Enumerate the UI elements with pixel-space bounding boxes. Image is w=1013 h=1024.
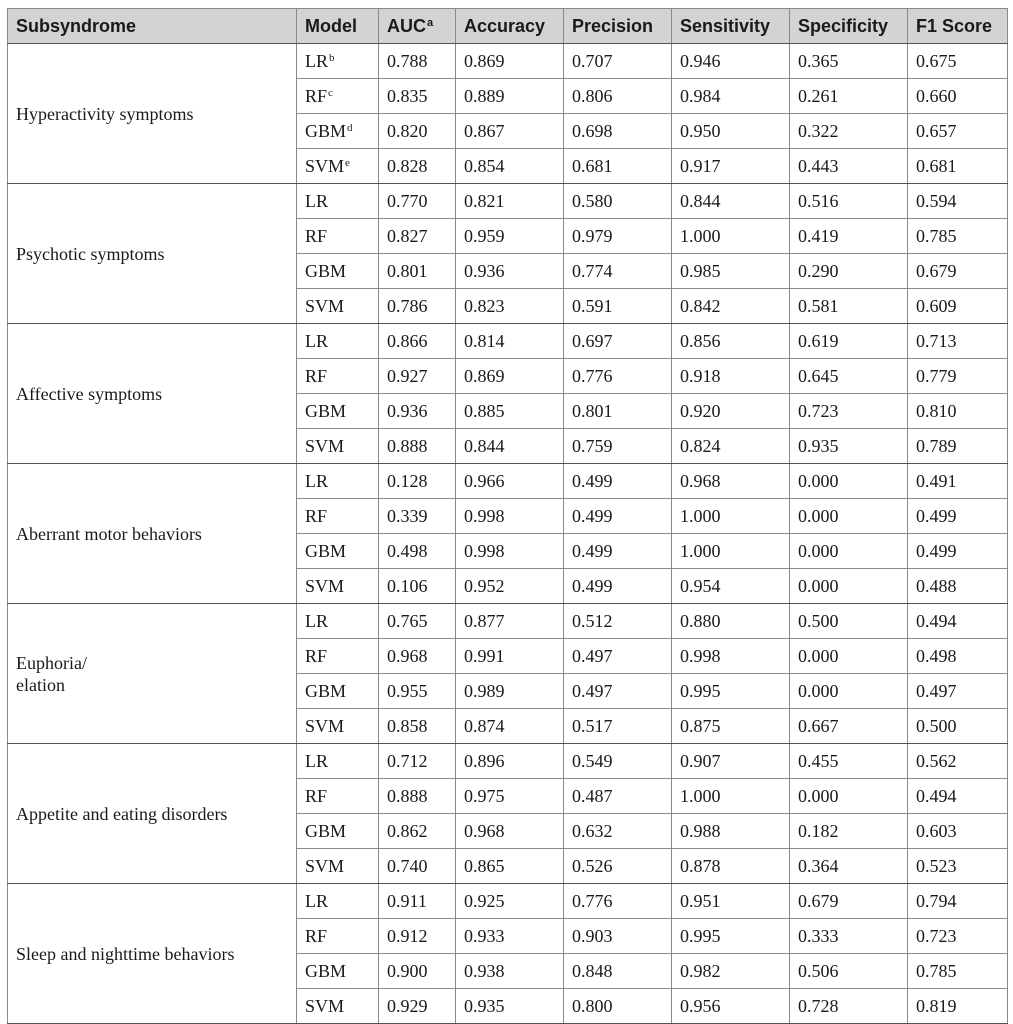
table-row [8,464,1008,499]
column-header-f1-score [908,9,1008,44]
sensitivity-cell: 0.856 [672,324,790,359]
model-label: GBM [305,820,347,841]
specificity-cell: 0.000 [790,569,908,604]
accuracy-cell: 0.869 [456,44,564,79]
table-row [8,884,1008,919]
precision-cell: 0.526 [564,849,672,884]
f1-score-cell: 0.681 [908,149,1008,184]
subsyndrome-cell [8,604,297,744]
model-label: SVM [305,995,345,1016]
sensitivity-cell: 0.968 [672,464,790,499]
model-label: RF [305,925,328,946]
auc-cell: 0.911 [379,884,456,919]
auc-cell: 0.106 [379,569,456,604]
precision-cell: 0.801 [564,394,672,429]
specificity-cell: 0.000 [790,674,908,709]
precision-cell: 0.497 [564,639,672,674]
precision-cell: 0.697 [564,324,672,359]
subsyndrome-cell [8,884,297,1024]
f1-score-cell: 0.779 [908,359,1008,394]
specificity-cell: 0.364 [790,849,908,884]
model-label: RF [305,85,328,106]
accuracy-cell: 0.935 [456,989,564,1024]
results-table-container [7,8,1008,1024]
model-cell [297,429,379,464]
auc-cell: 0.339 [379,499,456,534]
model-label: LR [305,190,329,211]
footnote-marker: e [345,156,350,169]
auc-cell: 0.929 [379,989,456,1024]
subsyndrome-label: Hyperactivity symptoms [16,103,194,124]
subsyndrome-cell [8,744,297,884]
header-row [8,9,1008,44]
footnote-marker: a [427,16,434,29]
precision-cell: 0.903 [564,919,672,954]
sensitivity-cell: 0.844 [672,184,790,219]
precision-cell: 0.591 [564,289,672,324]
specificity-cell: 0.935 [790,429,908,464]
f1-score-cell: 0.497 [908,674,1008,709]
accuracy-cell: 0.865 [456,849,564,884]
auc-cell: 0.827 [379,219,456,254]
model-cell [297,814,379,849]
specificity-cell: 0.000 [790,534,908,569]
model-label: RF [305,505,328,526]
auc-cell: 0.900 [379,954,456,989]
column-header-label: AUC [387,15,426,36]
specificity-cell: 0.000 [790,779,908,814]
model-label: SVM [305,295,345,316]
model-cell [297,534,379,569]
model-cell [297,149,379,184]
specificity-cell: 0.506 [790,954,908,989]
accuracy-cell: 0.998 [456,534,564,569]
f1-score-cell: 0.500 [908,709,1008,744]
accuracy-cell: 0.877 [456,604,564,639]
model-label: GBM [305,120,347,141]
sensitivity-cell: 0.998 [672,639,790,674]
column-header-label: Accuracy [464,15,546,36]
sensitivity-cell: 0.954 [672,569,790,604]
accuracy-cell: 0.952 [456,569,564,604]
specificity-cell: 0.443 [790,149,908,184]
specificity-cell: 0.455 [790,744,908,779]
specificity-cell: 0.723 [790,394,908,429]
accuracy-cell: 0.998 [456,499,564,534]
f1-score-cell: 0.494 [908,604,1008,639]
table-row [8,744,1008,779]
sensitivity-cell: 0.842 [672,289,790,324]
f1-score-cell: 0.494 [908,779,1008,814]
accuracy-cell: 0.959 [456,219,564,254]
subsyndrome-label: Aberrant motor behaviors [16,523,202,544]
sensitivity-cell: 0.950 [672,114,790,149]
model-cell [297,254,379,289]
column-header-accuracy [456,9,564,44]
f1-score-cell: 0.819 [908,989,1008,1024]
precision-cell: 0.707 [564,44,672,79]
auc-cell: 0.888 [379,779,456,814]
auc-cell: 0.770 [379,184,456,219]
f1-score-cell: 0.789 [908,429,1008,464]
f1-score-cell: 0.675 [908,44,1008,79]
sensitivity-cell: 0.984 [672,79,790,114]
precision-cell: 0.776 [564,884,672,919]
footnote-marker: b [329,51,335,64]
precision-cell: 0.698 [564,114,672,149]
sensitivity-cell: 0.995 [672,674,790,709]
precision-cell: 0.580 [564,184,672,219]
sensitivity-cell: 0.985 [672,254,790,289]
accuracy-cell: 0.933 [456,919,564,954]
column-header-label: Precision [572,15,654,36]
accuracy-cell: 0.966 [456,464,564,499]
model-label: SVM [305,155,345,176]
model-label: SVM [305,715,345,736]
model-cell [297,499,379,534]
f1-score-cell: 0.660 [908,79,1008,114]
sensitivity-cell: 0.880 [672,604,790,639]
accuracy-cell: 0.989 [456,674,564,709]
accuracy-cell: 0.867 [456,114,564,149]
specificity-cell: 0.728 [790,989,908,1024]
accuracy-cell: 0.869 [456,359,564,394]
auc-cell: 0.936 [379,394,456,429]
f1-score-cell: 0.785 [908,954,1008,989]
auc-cell: 0.786 [379,289,456,324]
subsyndrome-label: Psychotic symptoms [16,243,165,264]
precision-cell: 0.512 [564,604,672,639]
model-label: GBM [305,260,347,281]
specificity-cell: 0.365 [790,44,908,79]
accuracy-cell: 0.975 [456,779,564,814]
auc-cell: 0.955 [379,674,456,709]
specificity-cell: 0.000 [790,464,908,499]
subsyndrome-label: Sleep and nighttime behaviors [16,943,235,964]
precision-cell: 0.759 [564,429,672,464]
f1-score-cell: 0.723 [908,919,1008,954]
auc-cell: 0.888 [379,429,456,464]
model-cell [297,44,379,79]
accuracy-cell: 0.925 [456,884,564,919]
accuracy-cell: 0.896 [456,744,564,779]
f1-score-cell: 0.713 [908,324,1008,359]
model-label: GBM [305,400,347,421]
sensitivity-cell: 0.824 [672,429,790,464]
model-label: GBM [305,540,347,561]
model-label: RF [305,365,328,386]
accuracy-cell: 0.844 [456,429,564,464]
sensitivity-cell: 0.988 [672,814,790,849]
model-label: SVM [305,575,345,596]
model-cell [297,674,379,709]
model-cell [297,114,379,149]
auc-cell: 0.866 [379,324,456,359]
specificity-cell: 0.322 [790,114,908,149]
sensitivity-cell: 1.000 [672,534,790,569]
f1-score-cell: 0.523 [908,849,1008,884]
accuracy-cell: 0.874 [456,709,564,744]
model-cell [297,989,379,1024]
sensitivity-cell: 0.982 [672,954,790,989]
column-header-label: Model [305,15,357,36]
footnote-marker: d [347,121,353,134]
auc-cell: 0.712 [379,744,456,779]
model-cell [297,569,379,604]
column-header-subsyndrome [8,9,297,44]
footnote-marker: c [328,86,333,99]
model-label: LR [305,50,329,71]
specificity-cell: 0.419 [790,219,908,254]
model-label: GBM [305,680,347,701]
precision-cell: 0.549 [564,744,672,779]
subsyndrome-label: Appetite and eating disorders [16,803,228,824]
f1-score-cell: 0.810 [908,394,1008,429]
sensitivity-cell: 1.000 [672,499,790,534]
accuracy-cell: 0.821 [456,184,564,219]
model-cell [297,604,379,639]
precision-cell: 0.681 [564,149,672,184]
table-body [8,44,1008,1024]
f1-score-cell: 0.794 [908,884,1008,919]
f1-score-cell: 0.609 [908,289,1008,324]
column-header-sensitivity [672,9,790,44]
precision-cell: 0.632 [564,814,672,849]
sensitivity-cell: 0.917 [672,149,790,184]
model-cell [297,849,379,884]
precision-cell: 0.499 [564,464,672,499]
accuracy-cell: 0.885 [456,394,564,429]
f1-score-cell: 0.679 [908,254,1008,289]
f1-score-cell: 0.594 [908,184,1008,219]
column-header-auc [379,9,456,44]
specificity-cell: 0.261 [790,79,908,114]
model-cell [297,219,379,254]
model-cell [297,359,379,394]
specificity-cell: 0.679 [790,884,908,919]
accuracy-cell: 0.814 [456,324,564,359]
auc-cell: 0.912 [379,919,456,954]
specificity-cell: 0.000 [790,499,908,534]
table-row [8,604,1008,639]
model-cell [297,954,379,989]
sensitivity-cell: 0.878 [672,849,790,884]
model-cell [297,394,379,429]
precision-cell: 0.800 [564,989,672,1024]
f1-score-cell: 0.488 [908,569,1008,604]
auc-cell: 0.828 [379,149,456,184]
accuracy-cell: 0.936 [456,254,564,289]
sensitivity-cell: 0.920 [672,394,790,429]
accuracy-cell: 0.938 [456,954,564,989]
subsyndrome-label: Euphoria/ [16,652,87,673]
column-header-precision [564,9,672,44]
column-header-label: Sensitivity [680,15,771,36]
model-cell [297,79,379,114]
precision-cell: 0.979 [564,219,672,254]
specificity-cell: 0.581 [790,289,908,324]
auc-cell: 0.498 [379,534,456,569]
precision-cell: 0.499 [564,569,672,604]
model-label: SVM [305,855,345,876]
precision-cell: 0.776 [564,359,672,394]
specificity-cell: 0.516 [790,184,908,219]
auc-cell: 0.968 [379,639,456,674]
subsyndrome-cell [8,44,297,184]
auc-cell: 0.835 [379,79,456,114]
subsyndrome-cell [8,184,297,324]
model-cell [297,324,379,359]
f1-score-cell: 0.562 [908,744,1008,779]
model-cell [297,779,379,814]
precision-cell: 0.517 [564,709,672,744]
accuracy-cell: 0.889 [456,79,564,114]
f1-score-cell: 0.657 [908,114,1008,149]
model-label: GBM [305,960,347,981]
column-header-model [297,9,379,44]
model-label: RF [305,225,328,246]
sensitivity-cell: 0.956 [672,989,790,1024]
auc-cell: 0.801 [379,254,456,289]
model-cell [297,464,379,499]
specificity-cell: 0.000 [790,639,908,674]
precision-cell: 0.497 [564,674,672,709]
model-label: SVM [305,435,345,456]
auc-cell: 0.927 [379,359,456,394]
model-label: LR [305,470,329,491]
f1-score-cell: 0.785 [908,219,1008,254]
sensitivity-cell: 1.000 [672,779,790,814]
sensitivity-cell: 0.918 [672,359,790,394]
auc-cell: 0.765 [379,604,456,639]
specificity-cell: 0.500 [790,604,908,639]
model-label: RF [305,645,328,666]
auc-cell: 0.128 [379,464,456,499]
auc-cell: 0.820 [379,114,456,149]
specificity-cell: 0.333 [790,919,908,954]
accuracy-cell: 0.991 [456,639,564,674]
specificity-cell: 0.182 [790,814,908,849]
sensitivity-cell: 0.951 [672,884,790,919]
model-label: LR [305,610,329,631]
column-header-label: Specificity [798,15,889,36]
column-header-label: Subsyndrome [16,15,137,36]
subsyndrome-cell [8,464,297,604]
specificity-cell: 0.290 [790,254,908,289]
precision-cell: 0.806 [564,79,672,114]
precision-cell: 0.848 [564,954,672,989]
subsyndrome-label: Affective symptoms [16,383,163,404]
model-label: LR [305,330,329,351]
accuracy-cell: 0.854 [456,149,564,184]
accuracy-cell: 0.968 [456,814,564,849]
f1-score-cell: 0.491 [908,464,1008,499]
model-cell [297,709,379,744]
table-row [8,44,1008,79]
sensitivity-cell: 0.875 [672,709,790,744]
f1-score-cell: 0.498 [908,639,1008,674]
auc-cell: 0.788 [379,44,456,79]
column-header-label: F1 Score [916,15,993,36]
sensitivity-cell: 0.995 [672,919,790,954]
specificity-cell: 0.645 [790,359,908,394]
table-row [8,324,1008,359]
auc-cell: 0.862 [379,814,456,849]
model-label: LR [305,890,329,911]
sensitivity-cell: 0.946 [672,44,790,79]
sensitivity-cell: 0.907 [672,744,790,779]
table-row [8,184,1008,219]
auc-cell: 0.858 [379,709,456,744]
model-label: RF [305,785,328,806]
model-cell [297,884,379,919]
accuracy-cell: 0.823 [456,289,564,324]
subsyndrome-label: elation [16,674,65,695]
f1-score-cell: 0.499 [908,534,1008,569]
precision-cell: 0.499 [564,534,672,569]
precision-cell: 0.499 [564,499,672,534]
precision-cell: 0.774 [564,254,672,289]
f1-score-cell: 0.499 [908,499,1008,534]
model-cell [297,184,379,219]
model-cell [297,919,379,954]
auc-cell: 0.740 [379,849,456,884]
model-cell [297,639,379,674]
sensitivity-cell: 1.000 [672,219,790,254]
model-cell [297,744,379,779]
model-performance-table [7,8,1008,1024]
subsyndrome-cell [8,324,297,464]
model-cell [297,289,379,324]
column-header-specificity [790,9,908,44]
f1-score-cell: 0.603 [908,814,1008,849]
precision-cell: 0.487 [564,779,672,814]
model-label: LR [305,750,329,771]
specificity-cell: 0.619 [790,324,908,359]
specificity-cell: 0.667 [790,709,908,744]
